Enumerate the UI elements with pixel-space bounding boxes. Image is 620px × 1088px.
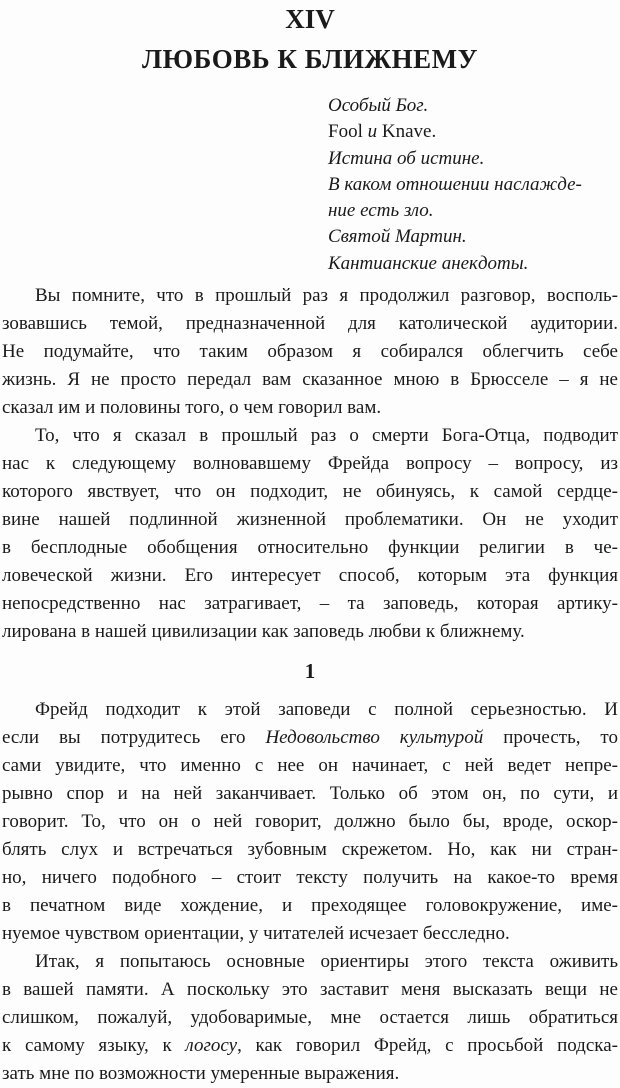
text-segment: в бесплодные обобщения относительно функции религии в че- (2, 537, 618, 559)
text-segment: в вашей памяти. А поскольку это заставит меня высказать вещи не (2, 979, 618, 1001)
text-line (2, 590, 618, 618)
text-line (2, 1004, 618, 1032)
epigraph-italic-text: ние есть зло. (328, 200, 434, 222)
text-line (2, 808, 618, 836)
epigraph-italic-text: и (362, 121, 382, 143)
text-line (2, 506, 618, 534)
epigraph-italic-text: Кантианские анекдоты. (328, 252, 529, 274)
text-line (2, 618, 618, 646)
epigraph-italic-text: Особый Бог. (328, 95, 429, 116)
text-segment: говорит. То, что он о ней говорит, должно было бы, вроде, оскор- (2, 811, 618, 833)
text-line (2, 282, 618, 310)
italic-term: Недовольство культурой (265, 727, 484, 749)
text-segment: непосредственно нас затрагивает, – та заповедь, которая артику- (2, 593, 618, 615)
text-line (2, 976, 618, 1004)
text-segment: жизнь. Я не просто передал вам сказанное мною в Брюсселе – я не (2, 369, 618, 391)
text-line (2, 780, 618, 808)
text-segment: сказал им и половины того, о чем говорил вам. (2, 397, 382, 419)
text-line (2, 752, 618, 780)
text-segment: Вы помните, что в прошлый раз я продолжил разговор, восполь- (35, 285, 618, 307)
text-line (2, 562, 618, 590)
text-line (2, 422, 618, 450)
text-line (2, 394, 618, 422)
epigraph-upright-text: Fool (328, 121, 363, 143)
text-line (2, 724, 618, 752)
text-segment: прочесть, то (483, 727, 618, 749)
text-segment: вине нашей подлинной жизненной проблематики. Он не уходит (2, 509, 618, 531)
text-line (2, 920, 618, 948)
text-line (2, 338, 618, 366)
paragraph (2, 948, 618, 1088)
epigraph-italic-text: В каком отношении наслажде- (328, 173, 582, 195)
text-segment: зовавшись темой, предназначенной для католической аудитории. (2, 313, 618, 335)
text-line (2, 696, 618, 724)
text-segment: зать мне по возможности умеренные выражения. (2, 1063, 400, 1085)
epigraph-line (328, 93, 618, 119)
epigraph-italic-text: Святой Мартин. (328, 226, 467, 248)
epigraph-line (328, 198, 618, 224)
chapter-number: XIV (285, 4, 335, 34)
epigraph-italic-text: Истина об истине. (328, 147, 485, 169)
chapter-title: ЛЮБОВЬ К БЛИЖНЕМУ (142, 44, 478, 74)
text-segment: к самому языку, к (2, 1035, 186, 1057)
text-segment: но, ничего подобного – стоит тексту получить на какое-то время (2, 867, 618, 889)
text-segment: слишком, пожалуй, удобоваримые, мне остается лишь обратиться (2, 1007, 618, 1029)
text-line (2, 450, 618, 478)
text-segment: если вы потрудитесь его (2, 727, 266, 749)
text-line (2, 836, 618, 864)
section-number: 1 (304, 659, 316, 684)
epigraph-line (328, 119, 618, 145)
text-line (2, 948, 618, 976)
text-segment: ловеческой жизни. Его интересует способ, которым эта функция (2, 565, 618, 587)
text-line (2, 1060, 618, 1088)
text-segment: сами увидите, что именно с нее он начинает, с ней ведет непре- (2, 755, 618, 777)
text-line (2, 478, 618, 506)
text-segment: блять слух и встречаться зубовным скрежетом. Но, как ни стран- (2, 839, 618, 861)
text-segment: в печатном виде хождение, и преходящее головокружение, име- (2, 895, 618, 917)
text-segment: которого явствует, что он подходит, не обинуясь, к самой сердце- (2, 481, 618, 503)
paragraph (2, 696, 618, 948)
epigraph-line (328, 172, 618, 198)
text-segment: Итак, я попытаюсь основные ориентиры этого текста оживить (35, 951, 618, 973)
epigraph-line (328, 146, 618, 172)
epigraph-upright-text: Knave. (381, 121, 437, 143)
text-segment: Не подумайте, что таким образом я собирался облегчить себе (2, 341, 618, 363)
text-line (2, 534, 618, 562)
text-line (2, 310, 618, 338)
text-line (2, 1032, 618, 1060)
body-text (2, 282, 618, 1088)
epigraph-line (328, 224, 618, 250)
text-segment: рывно спор и на ней заканчивает. Только об этом он, по сути, и (2, 783, 618, 805)
text-segment: нуемое чувством ориентации, у читателей исчезает бесследно. (2, 923, 510, 945)
text-segment: То, что я сказал в прошлый раз о смерти Бога-Отца, подводит (35, 425, 618, 447)
text-segment: лирована в нашей цивилизации как заповедь любви к ближнему. (2, 621, 525, 643)
paragraph (2, 282, 618, 422)
text-line (2, 366, 618, 394)
italic-term: логосу (185, 1035, 238, 1057)
text-segment: Фрейд подходит к этой заповеди с полной серьезностью. И (35, 699, 618, 721)
text-segment: нас к следующему волновавшему Фрейда вопросу – вопросу, из (2, 453, 618, 475)
epigraph-line (328, 251, 618, 277)
paragraph (2, 422, 618, 646)
text-line (2, 892, 618, 920)
text-line (2, 864, 618, 892)
epigraph (328, 93, 618, 277)
text-segment: , как говорил Фрейд, с просьбой подска- (237, 1035, 618, 1057)
